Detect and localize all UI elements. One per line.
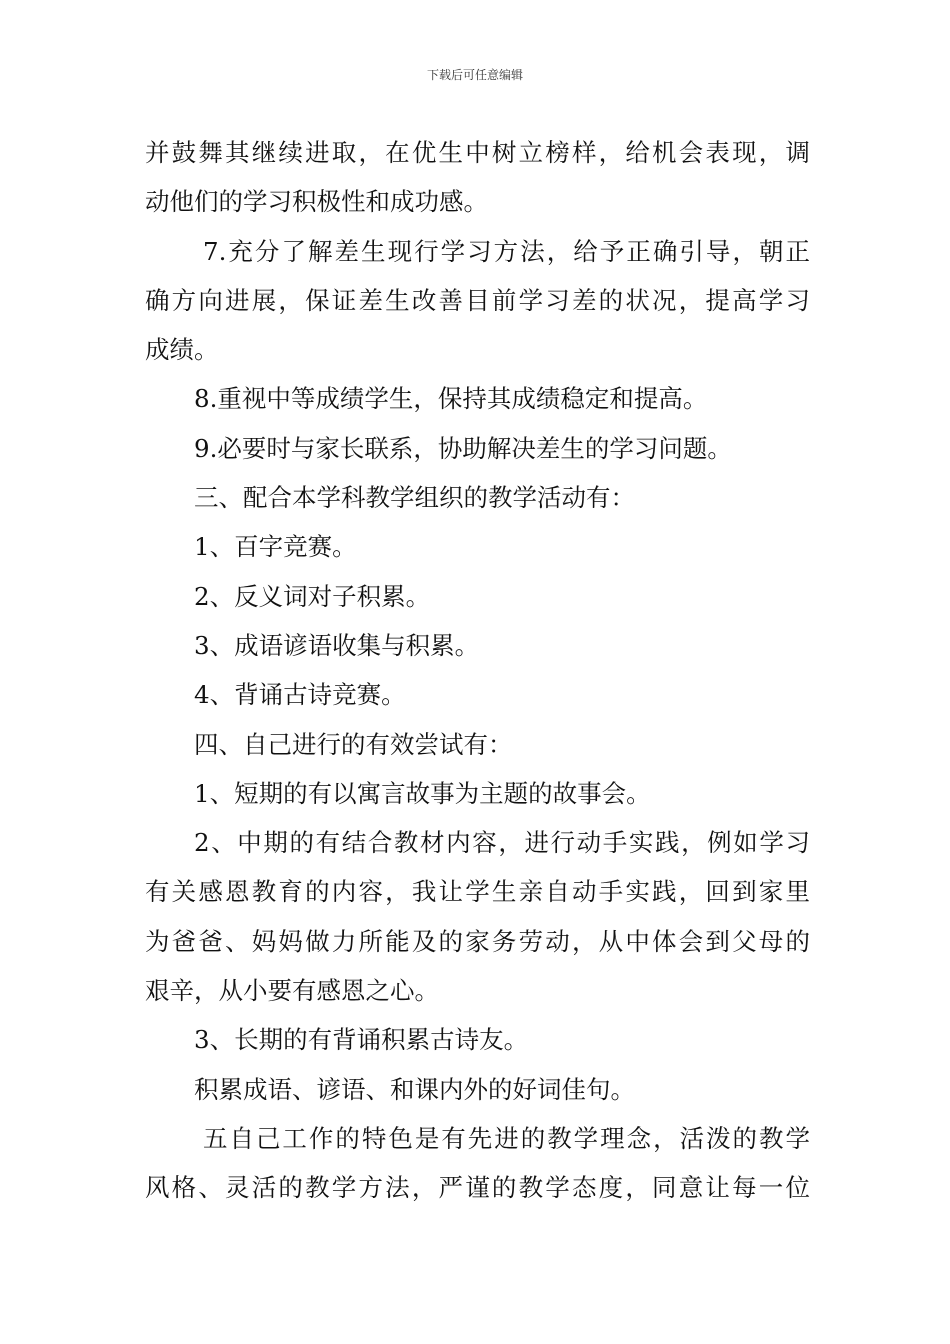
section-heading: 五自己工作的特色是有先进的教学理念，活泼的教学 [203, 1123, 810, 1153]
list-item: 2、反义词对子积累。 [194, 581, 431, 611]
body-text [145, 128, 810, 1213]
paragraph-line: 为爸爸、妈妈做力所能及的家务劳动，从中体会到父母的 [145, 926, 810, 956]
list-item: 1、百字竞赛。 [194, 532, 357, 562]
section-heading: 三、配合本学科教学组织的教学活动有： [194, 483, 635, 513]
list-item: 4、背诵古诗竞赛。 [194, 680, 406, 710]
section-heading: 四、自己进行的有效尝试有： [194, 729, 513, 759]
paragraph-line: 动他们的学习积极性和成功感。 [145, 187, 488, 217]
paragraph-line: 9.必要时与家长联系，协助解决差生的学习问题。 [194, 433, 732, 463]
list-item: 2、中期的有结合教材内容，进行动手实践，例如学习 [194, 828, 810, 858]
paragraph-line: 8.重视中等成绩学生，保持其成绩稳定和提高。 [194, 384, 708, 414]
list-item: 1、短期的有以寓言故事为主题的故事会。 [194, 778, 651, 808]
paragraph-line: 确方向进展，保证差生改善目前学习差的状况，提高学习 [145, 285, 810, 315]
page-header: 下载后可任意编辑 [426, 68, 523, 82]
paragraph-line: 风格、灵活的教学方法，严谨的教学态度，同意让每一位 [145, 1173, 810, 1203]
paragraph-line: 有关感恩教育的内容，我让学生亲自动手实践，回到家里 [145, 877, 810, 907]
paragraph-line: 并鼓舞其继续进取，在优生中树立榜样，给机会表现，调 [145, 138, 810, 167]
paragraph-line: 艰辛，从小要有感恩之心。 [145, 976, 439, 1006]
paragraph-line: 积累成语、谚语、和课内外的好词佳句。 [194, 1074, 635, 1104]
list-item: 3、长期的有背诵积累古诗友。 [194, 1025, 529, 1055]
list-item: 3、成语谚语收集与积累。 [194, 630, 480, 660]
paragraph-line: 成绩。 [145, 335, 219, 365]
paragraph-line: 7.充分了解差生现行学习方法，给予正确引导，朝正 [203, 236, 810, 266]
